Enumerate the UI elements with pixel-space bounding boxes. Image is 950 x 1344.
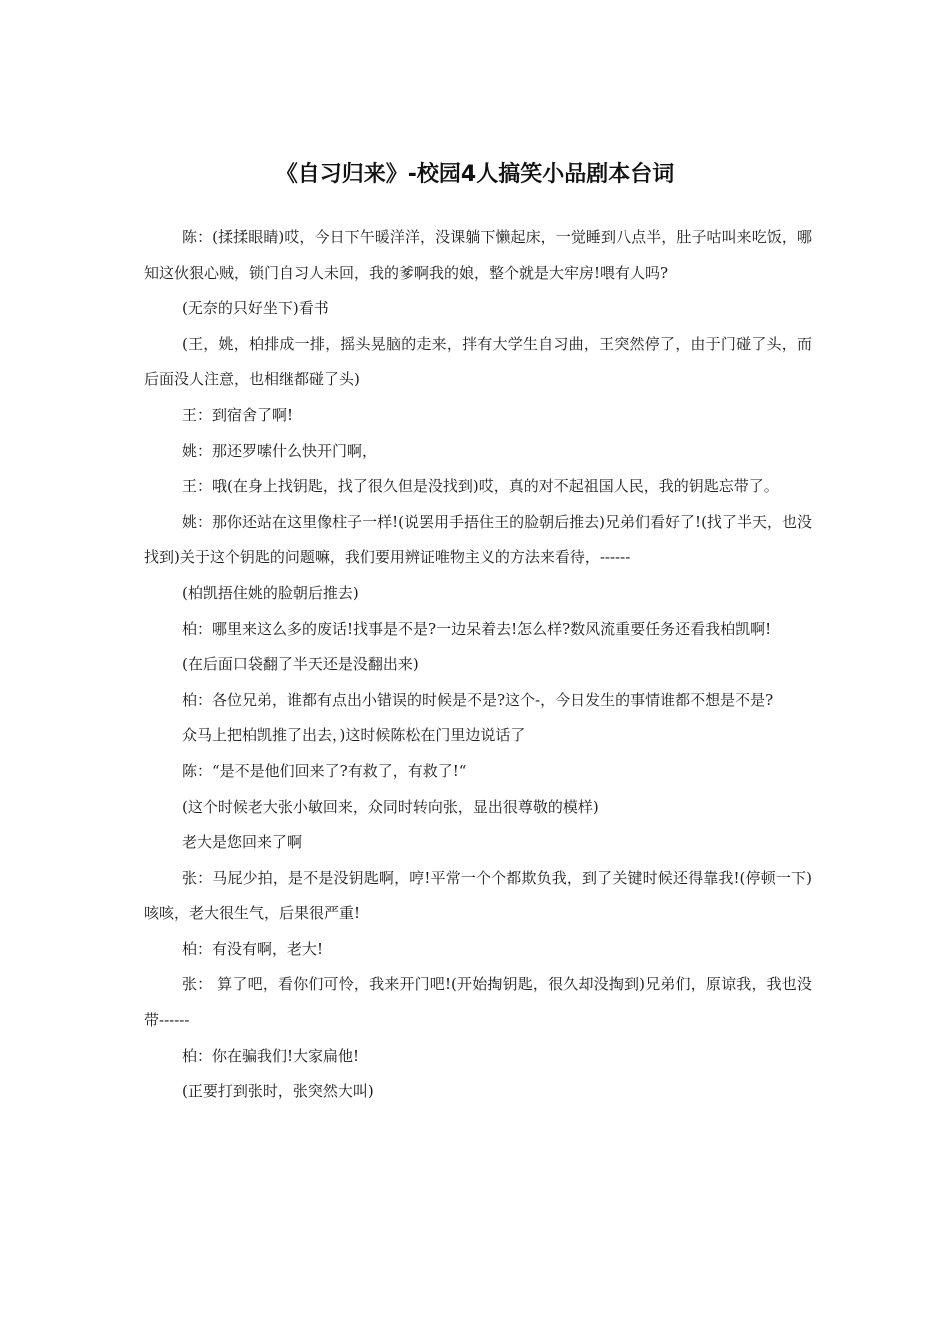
paragraph: 陈：“是不是他们回来了?有救了，有救了!“ [182,761,467,780]
paragraph: 柏：哪里来这么多的废话!找事是不是?一边呆着去!怎么样?数风流重要任务还看我柏凯啊! [182,619,772,638]
paragraph: 柏：各位兄弟，谁都有点出小错误的时候是不是?这个-，今日发生的事情谁都不想是不是? [182,690,774,709]
paragraph: (正要打到张时，张突然大叫) [182,1082,374,1101]
paragraph: 柏：你在骗我们!大家扁他! [182,1046,360,1065]
paragraph: 柏：有没有啊，老大! [182,939,324,958]
script-body [144,220,812,1110]
paragraph: 王：哦(在身上找钥匙，找了很久但是没找到)哎，真的对不起祖国人民，我的钥匙忘带了。 [182,477,779,496]
document-title: 《自习归来》-校园4人搞笑小品剧本台词 [275,162,675,187]
paragraph: 张： 算了吧，看你们可怜，我来开门吧!(开始掏钥匙，很久却没掏到)兄弟们，原谅我，我也没带------ [144,975,812,1030]
paragraph: 老大是您回来了啊 [182,833,303,852]
paragraph: (这个时候老大张小敏回来，众同时转向张，显出很尊敬的模样) [182,797,599,816]
paragraph: 众马上把柏凯推了出去，)这时候陈松在门里边说话了 [182,726,526,745]
paragraph: (柏凯捂住姚的脸朝后推去) [182,583,359,602]
paragraph: 陈：(揉揉眼睛)哎，今日下午暖洋洋，没课躺下懒起床，一觉睡到八点半，肚子咕叫来吃饭，哪知这伙狠心贼，锁门自习人未回，我的爹啊我的娘，整个就是大牢房!喂有人吗? [144,228,812,282]
paragraph: 姚：那你还站在这里像柱子一样!(说罢用手捂住王的脸朝后推去)兄弟们看好了!(找了半天，也没找到)关于这个钥匙的问题嘛，我们要用辨证唯物主义的方法来看待，------ [144,512,812,567]
paragraph: 姚：那还罗嗦什么快开门啊， [182,441,378,460]
paragraph: (王，姚，柏排成一排，摇头晃脑的走来，拌有大学生自习曲，王突然停了，由于门碰了头，而后面没人注意，也相继都碰了头) [144,334,812,389]
paragraph: (无奈的只好坐下)看书 [182,299,329,318]
paragraph: 王：到宿舍了啊! [182,405,294,424]
paragraph: 张：马屁少拍，是不是没钥匙啊，哼!平常一个个都欺负我，到了关键时候还得靠我!(停顿一下)咳咳，老大很生气，后果很严重! [144,868,812,923]
paragraph: (在后面口袋翻了半天还是没翻出来) [182,655,419,674]
